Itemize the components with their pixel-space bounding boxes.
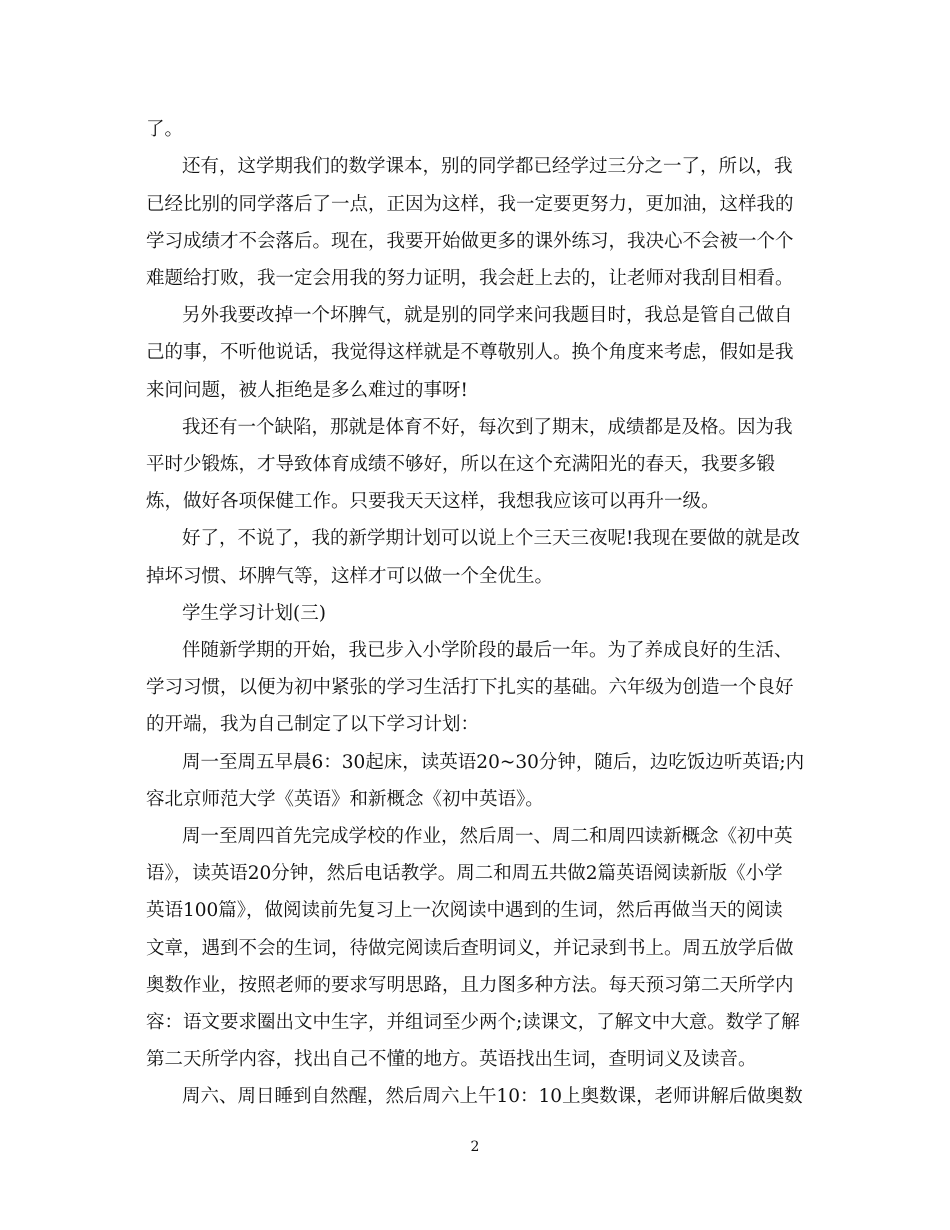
paragraph-line: 另外我要改掉一个坏脾气，就是别的同学来问我题目时，我总是管自己做自	[182, 305, 793, 326]
text-line: 炼，做好各项保健工作。只要我天天这样，我想我应该可以再升一级。	[146, 491, 720, 512]
text-line: 的开端，我为自己制定了以下学习计划：	[146, 714, 480, 735]
text-line: 语》，读英语20分钟，然后电话教学。周二和周五共做2篇英语阅读新版《小学	[146, 863, 783, 884]
page-number: 2	[470, 1139, 480, 1155]
paragraph-line: 周一至周五早晨6：30起床，读英语20~30分钟，随后，边吃饭边听英语;内	[182, 752, 805, 773]
text-line: 来问问题，被人拒绝是多么难过的事呀!	[146, 380, 468, 401]
paragraph-line: 伴随新学期的开始，我已步入小学阶段的最后一年。为了养成良好的生活、	[182, 640, 793, 661]
section-heading: 学生学习计划(三)	[182, 603, 326, 624]
text-line: 学习成绩才不会落后。现在，我要开始做更多的课外练习，我决心不会被一个个	[146, 231, 794, 252]
text-line: 文章，遇到不会的生词，待做完阅读后查明词义，并记录到书上。周五放学后做	[146, 938, 794, 959]
text-line: 已经比别的同学落后了一点，正因为这样，我一定要更努力，更加油，这样我的	[146, 194, 794, 215]
text-line: 平时少锻炼，才导致体育成绩不够好，所以在这个充满阳光的春天，我要多锻	[146, 454, 776, 475]
paragraph-line: 好了，不说了，我的新学期计划可以说上个三天三夜呢!我现在要做的就是改	[182, 528, 800, 549]
text-line: 掉坏习惯、坏脾气等，这样才可以做一个全优生。	[146, 566, 554, 587]
text-line: 学习习惯，以便为初中紧张的学习生活打下扎实的基础。六年级为创造一个良好	[146, 677, 794, 698]
text-line: 己的事，不听他说话，我觉得这样就是不尊敬别人。换个角度来考虑，假如是我	[146, 342, 794, 363]
paragraph-line: 周一至周四首先完成学校的作业，然后周一、周二和周四读新概念《初中英	[182, 826, 793, 847]
text-line: 容：语文要求圈出文中生字，并组词至少两个;读课文，了解文中大意。数学了解	[146, 1012, 800, 1033]
text-line: 难题给打败，我一定会用我的努力证明，我会赶上去的，让老师对我刮目相看。	[146, 268, 794, 289]
text-line: 第二天所学内容，找出自己不懂的地方。英语找出生词，查明词义及读音。	[146, 1049, 757, 1070]
paragraph-line: 还有，这学期我们的数学课本，别的同学都已经学过三分之一了，所以，我	[182, 156, 793, 177]
text-line: 了。	[146, 119, 184, 140]
paragraph-line: 我还有一个缺陷，那就是体育不好，每次到了期末，成绩都是及格。因为我	[182, 417, 793, 438]
paragraph-line: 周六、周日睡到自然醒，然后周六上午10：10上奥数课，老师讲解后做奥数	[182, 1086, 803, 1107]
text-line: 英语100篇》，做阅读前先复习上一次阅读中遇到的生词，然后再做当天的阅读	[146, 900, 783, 921]
text-line: 奥数作业，按照老师的要求写明思路，且力图多种方法。每天预习第二天所学内	[146, 975, 794, 996]
text-line: 容北京师范大学《英语》和新概念《初中英语》。	[146, 789, 544, 810]
